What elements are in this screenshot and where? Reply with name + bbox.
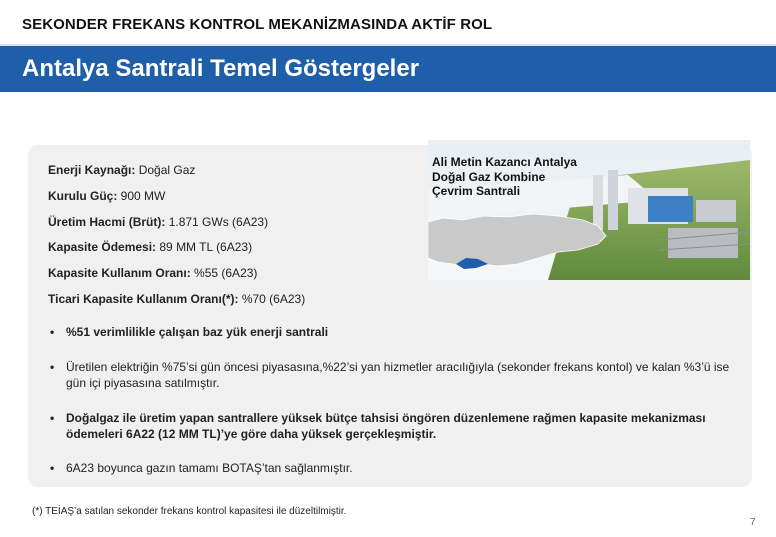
bullet-marker: • xyxy=(50,461,55,475)
list-item xyxy=(48,359,738,391)
footnote: (*) TEİAŞ’a satılan sekonder frekans kontrol kapasitesi ile düzeltilmiştir. xyxy=(32,506,347,517)
fact-label: Üretim Hacmi (Brüt): xyxy=(48,214,166,229)
bullet-marker: • xyxy=(50,411,55,425)
fact-label: Kapasite Kullanım Oranı: xyxy=(48,266,191,281)
bullet-text: 6A23 boyunca gazın tamamı BOTAŞ’tan sağlanmıştır. xyxy=(66,461,353,475)
fact-capacity-payment xyxy=(48,239,305,265)
bullet-marker: • xyxy=(50,360,55,374)
fact-value: %70 (6A23) xyxy=(238,291,306,306)
fact-value: %55 (6A23) xyxy=(190,266,258,281)
bullet-text: Üretilen elektriğin %75’si gün öncesi piyasasına,%22’si yan hizmetler aracılığıyla (sekonder frekans kontol) ve kalan %3’ü ise gün içi piyasasına satılmıştır. xyxy=(66,360,730,390)
list-item xyxy=(48,324,328,340)
fact-label: Ticari Kapasite Kullanım Oranı(*): xyxy=(48,291,239,306)
bullet-text: Doğalgaz ile üretim yapan santrallere yüksek bütçe tahsisi öngören düzenlemene rağmen kapasite mekanizması ödemeleri 6A22 (12 MM TL)’ye göre daha yüksek gerçekleşmiştir. xyxy=(66,411,706,441)
fact-label: Kurulu Güç: xyxy=(48,188,118,203)
fact-label: Kapasite Ödemesi: xyxy=(48,240,157,255)
fact-value: 900 MW xyxy=(117,188,166,203)
slide-title: Antalya Santrali Temel Göstergeler xyxy=(22,55,420,82)
bullet-marker: • xyxy=(50,325,55,339)
key-facts-list xyxy=(48,162,305,317)
fact-value: 1.871 GWs (6A23) xyxy=(165,214,269,229)
plant-name-label xyxy=(432,155,577,199)
fact-value: Doğal Gaz xyxy=(135,163,196,177)
list-item xyxy=(48,460,353,476)
fact-installed-power xyxy=(48,188,305,214)
fact-commercial-utilization xyxy=(48,291,305,317)
page-number: 7 xyxy=(750,517,756,528)
plant-name-line: Çevrim Santrali xyxy=(432,184,521,198)
fact-value: 89 MM TL (6A23) xyxy=(156,240,253,255)
fact-label: Enerji Kaynağı: xyxy=(48,163,136,177)
fact-production-volume xyxy=(48,214,305,240)
plant-name-line: Doğal Gaz Kombine xyxy=(432,169,546,184)
list-item xyxy=(48,410,738,442)
title-banner xyxy=(0,44,776,92)
section-title: SEKONDER FREKANS KONTROL MEKANİZMASINDA AKTİF ROL xyxy=(22,16,493,33)
fact-energy-source xyxy=(48,162,305,188)
bullet-text: %51 verimlilikle çalışan baz yük enerji santrali xyxy=(66,325,329,339)
plant-name-line: Ali Metin Kazancı Antalya xyxy=(432,155,577,169)
fact-capacity-utilization xyxy=(48,265,305,291)
